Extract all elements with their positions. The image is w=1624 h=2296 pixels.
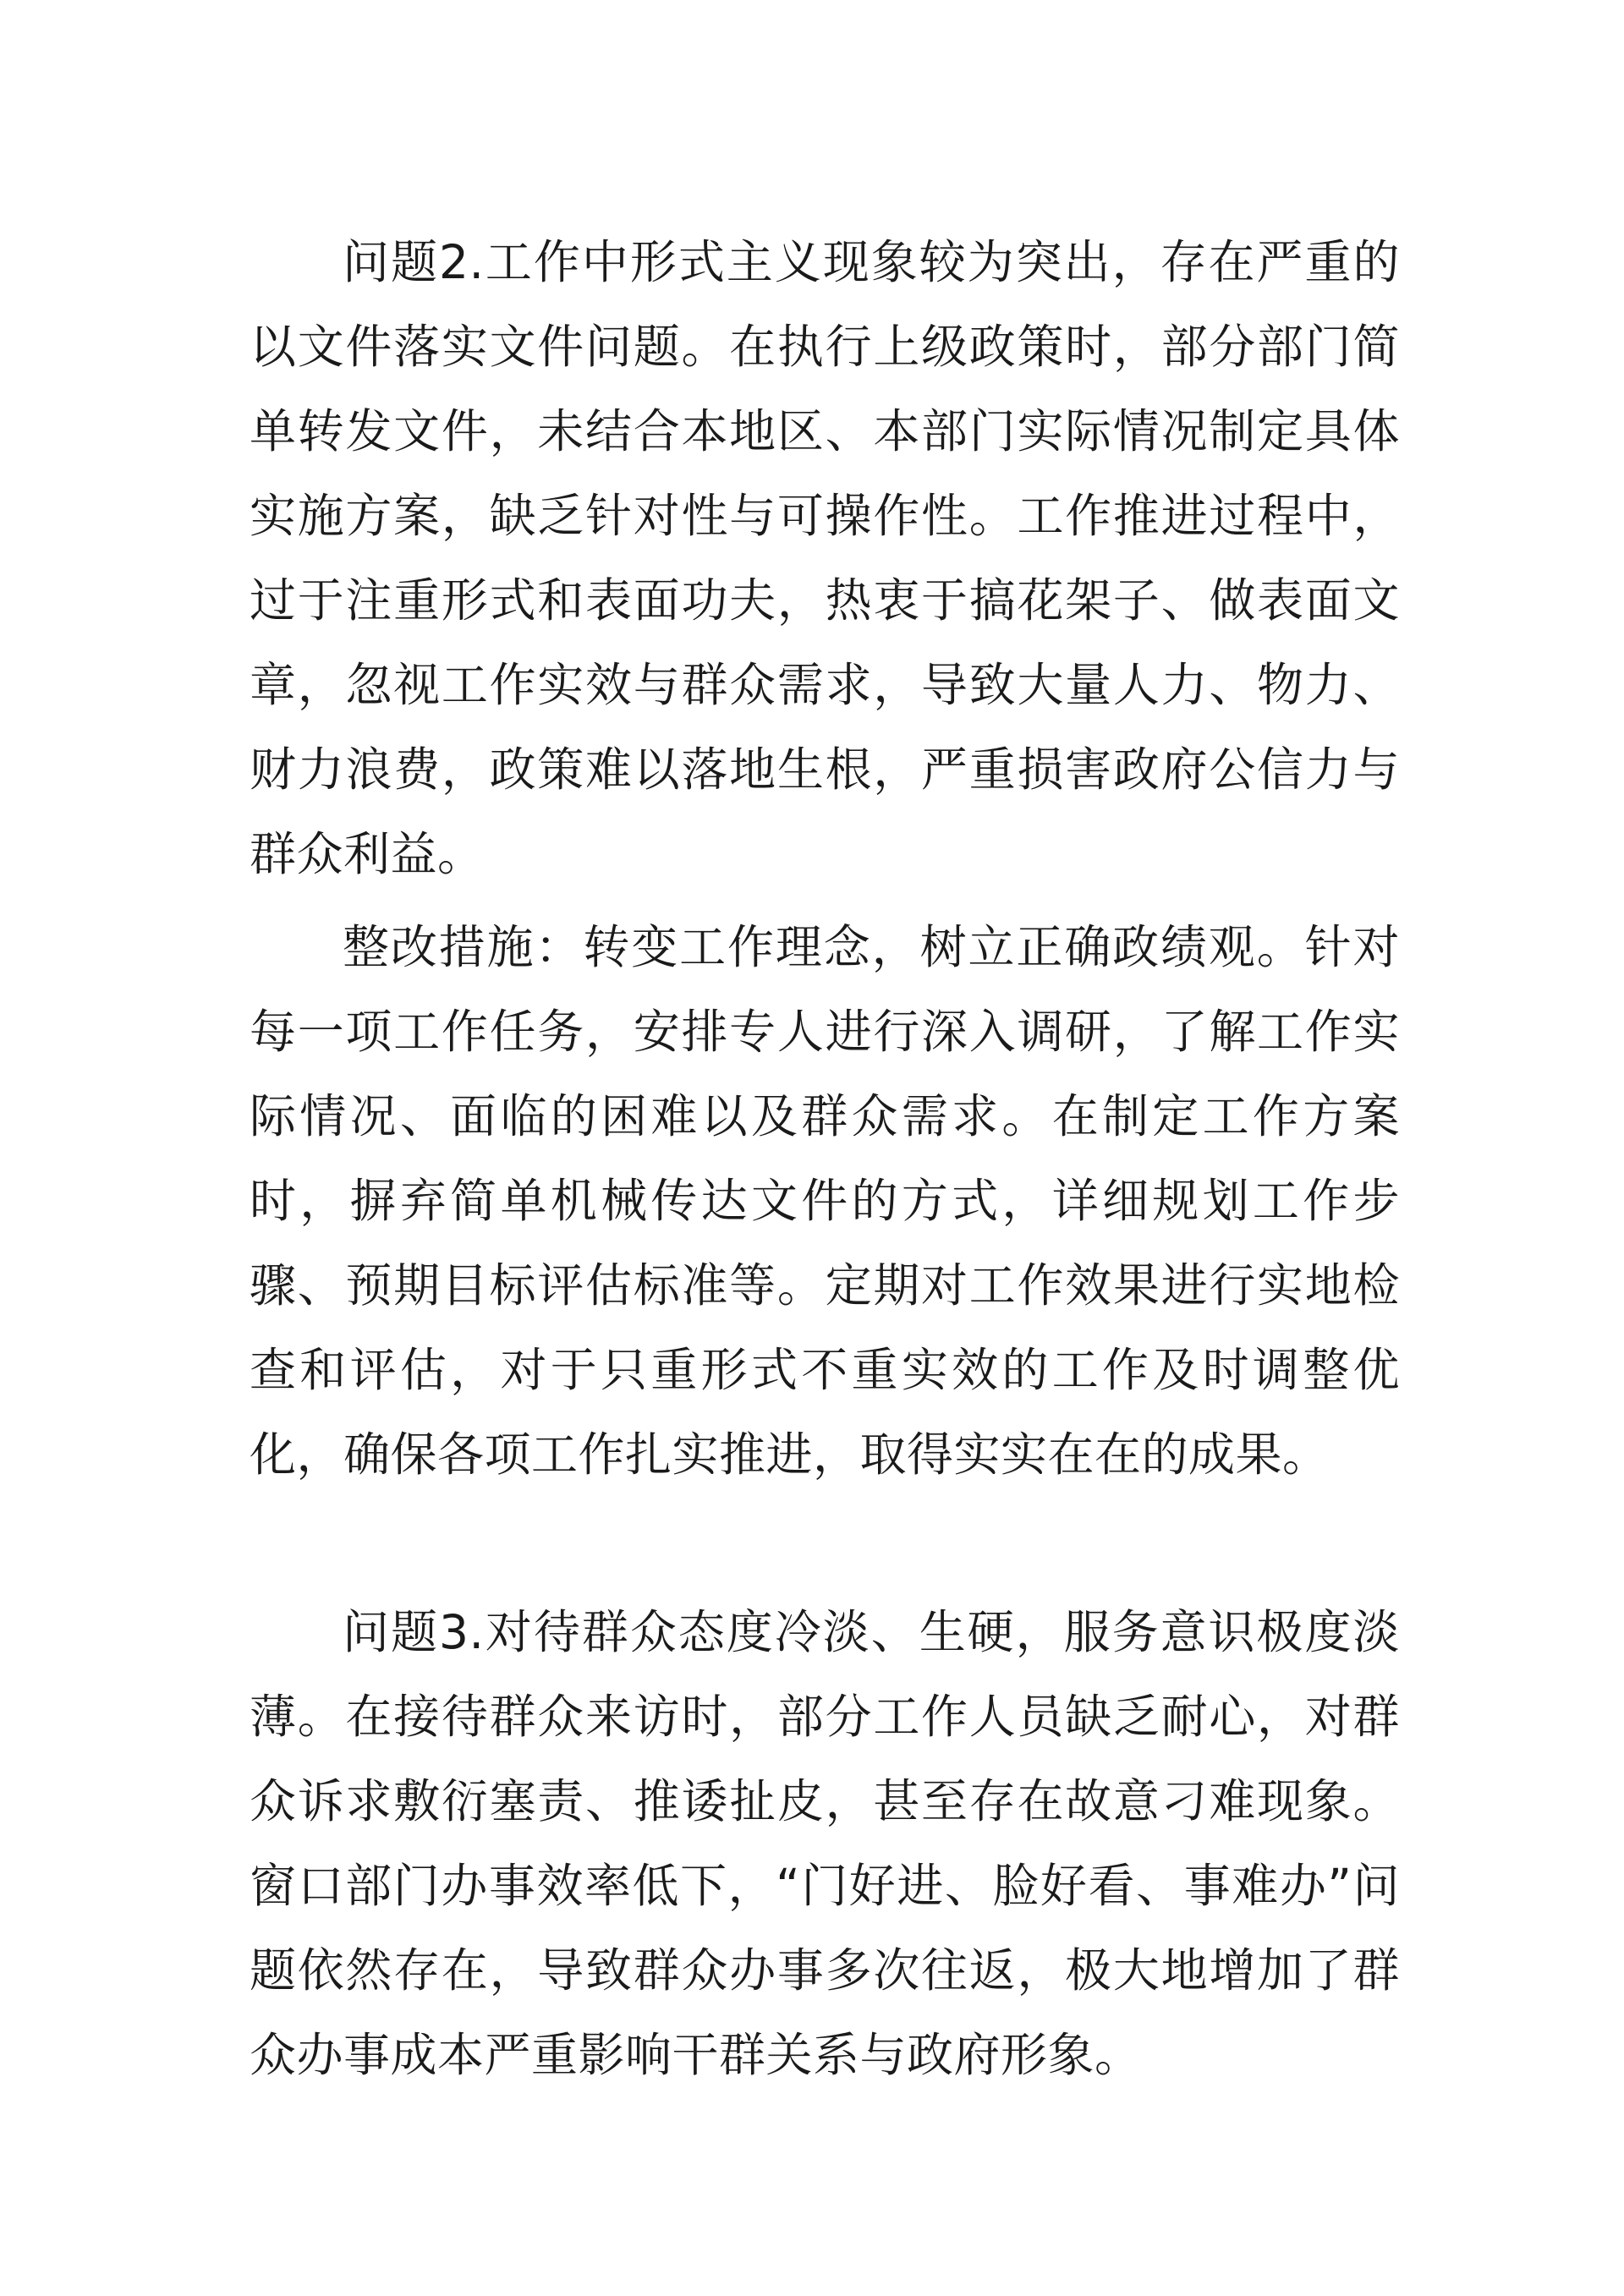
- paragraph-problem-3: 问题3.对待群众态度冷淡、生硬，服务意识极度淡薄。在接待群众来访时，部分工作人员缺乏耐心，对群众诉求敷衍塞责、推诿扯皮，甚至存在故意刁难现象。窗口部门办事效率低下，“门好进、脸好看、事难办”问题依然存在，导致群众办事多次往返，极大地增加了群众办事成本严重影响干群关系与政府形象。: [250, 1605, 1400, 2082]
- paragraph-problem-2: 问题2.工作中形式主义现象较为突出，存在严重的以文件落实文件问题。在执行上级政策时，部分部门简单转发文件，未结合本地区、本部门实际情况制定具体实施方案，缺乏针对性与可操作性。工作推进过程中，过于注重形式和表面功夫，热衷于搞花架子、做表面文章，忽视工作实效与群众需求，导致大量人力、物力、财力浪费，政策难以落地生根，严重损害政府公信力与群众利益。: [250, 235, 1400, 881]
- paragraph-rectification-measures: 整改措施：转变工作理念，树立正确政绩观。针对每一项工作任务，安排专人进行深入调研，了解工作实际情况、面临的困难以及群众需求。在制定工作方案时，摒弃简单机械传达文件的方式，详细规划工作步骤、预期目标评估标准等。定期对工作效果进行实地检查和评估，对于只重形式不重实效的工作及时调整优化，确保各项工作扎实推进，取得实实在在的成果。: [250, 920, 1400, 1482]
